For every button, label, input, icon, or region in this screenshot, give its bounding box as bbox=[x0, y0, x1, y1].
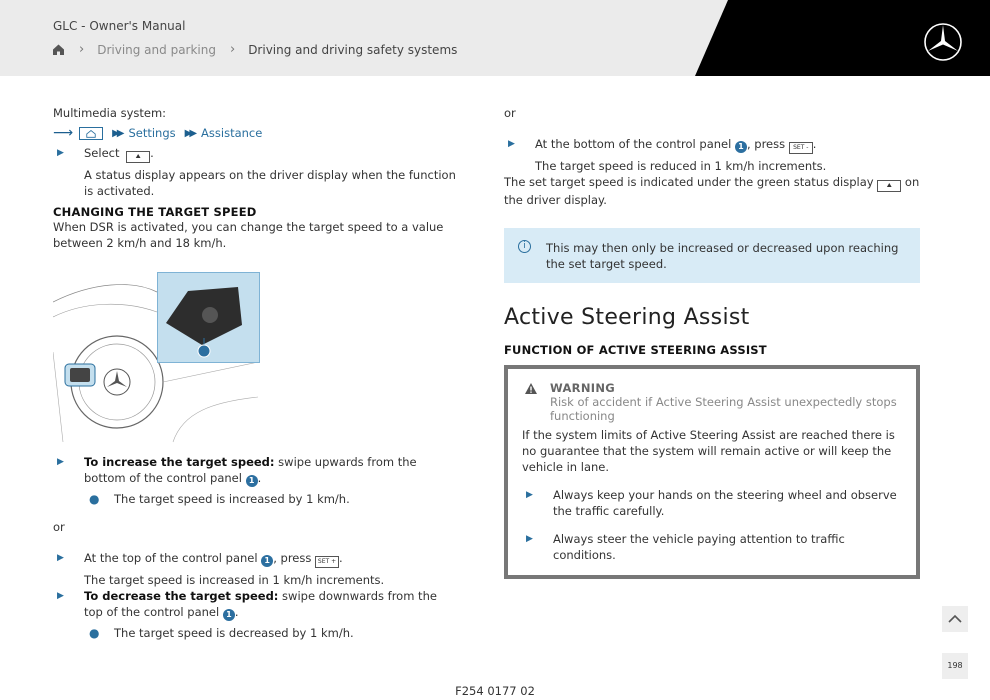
warning-title: WARNING bbox=[550, 381, 615, 395]
home-button-icon bbox=[79, 127, 103, 140]
increase-result-text: The target speed is increased by 1 km/h. bbox=[114, 492, 350, 506]
decrease-result-text: The target speed is decreased by 1 km/h. bbox=[114, 626, 354, 640]
or-separator: or bbox=[53, 520, 65, 534]
changing-heading: CHANGING THE TARGET SPEED bbox=[53, 205, 257, 219]
warning-item bbox=[522, 487, 902, 519]
bottom-press-step: ▶ At the bottom of the control panel 1 , press SET - . bbox=[504, 136, 924, 154]
indicated-text-a: The set target speed is indicated under the green status display bbox=[504, 175, 878, 189]
warning-box bbox=[504, 365, 920, 579]
warning-item-text: Always keep your hands on the steering wheel and observe the traffic carefully. bbox=[553, 488, 897, 518]
indicated-text bbox=[504, 174, 924, 208]
panel-number-badge: 1 bbox=[735, 141, 747, 153]
arrow-right-icon: ⟶ bbox=[53, 125, 74, 141]
increase-text: swipe upwards from the bottom of the control panel bbox=[84, 455, 417, 485]
top-text-b: , press bbox=[273, 551, 316, 565]
menu-path bbox=[53, 124, 458, 142]
bullet-triangle-icon: ▶ bbox=[57, 457, 64, 467]
control-panel-detail bbox=[157, 272, 260, 363]
select-step bbox=[53, 145, 458, 163]
home-icon[interactable] bbox=[52, 43, 65, 56]
chevron-up-icon bbox=[942, 606, 968, 632]
top-result: The target speed is increased in 1 km/h increments. bbox=[84, 573, 385, 587]
warning-header bbox=[522, 381, 902, 423]
double-chevron-icon: ▶▶ bbox=[112, 127, 122, 139]
warning-item-text: Always steer the vehicle paying attention to traffic conditions. bbox=[553, 532, 845, 562]
increase-result bbox=[53, 491, 458, 507]
top-press-step: ▶ At the top of the control panel 1 , press SET + . bbox=[53, 550, 458, 568]
info-text: This may then only be increased or decreased upon reaching the set target speed. bbox=[546, 241, 899, 271]
changing-text: When DSR is activated, you can change the target speed to a value between 2 km/h and 18 km/h. bbox=[53, 220, 444, 250]
bullet-triangle-icon: ▶ bbox=[526, 490, 533, 500]
bullet-triangle-icon: ▶ bbox=[526, 534, 533, 544]
decrease-result bbox=[53, 625, 458, 641]
warning-subtitle: Risk of accident if Active Steering Assist unexpectedly stops functioning bbox=[550, 395, 897, 423]
indicated-text-b: on the driver display. bbox=[504, 175, 920, 207]
right-column bbox=[504, 105, 924, 579]
menu-settings-link[interactable]: Settings bbox=[128, 126, 176, 140]
select-prefix: Select bbox=[84, 146, 120, 160]
page-number-button[interactable]: 198 bbox=[942, 653, 968, 679]
decrease-bold: To decrease the target speed: bbox=[84, 589, 279, 603]
chevron-right-icon: › bbox=[79, 42, 85, 57]
function-heading: FUNCTION OF ACTIVE STEERING ASSIST bbox=[504, 343, 767, 357]
bullet-dot: ● bbox=[89, 492, 100, 506]
decrease-step: ▶ To decrease the target speed: swipe downwards from the top of the control panel 1 . bbox=[57, 589, 437, 619]
bottom-text-b: , press bbox=[746, 137, 789, 151]
bullet-triangle-icon: ▶ bbox=[508, 139, 515, 149]
warning-body: If the system limits of Active Steering Assist are reached there is no guarantee that the system will remain active or will keep the vehicle in lane. bbox=[522, 428, 895, 474]
chevron-right-icon: › bbox=[229, 42, 236, 57]
panel-number-badge: 1 bbox=[261, 555, 273, 567]
scroll-to-top-button[interactable] bbox=[942, 606, 968, 632]
page-header bbox=[0, 0, 990, 76]
info-icon: i bbox=[518, 240, 531, 253]
set-minus-key: SET - bbox=[789, 142, 813, 154]
bottom-text-a: At the bottom of the control panel bbox=[535, 137, 735, 151]
mercedes-star-logo[interactable] bbox=[923, 22, 963, 62]
multimedia-label: Multimedia system: bbox=[53, 106, 167, 120]
set-plus-key: SET + bbox=[315, 556, 339, 568]
panel-number-badge: 1 bbox=[223, 609, 235, 621]
warning-triangle-icon bbox=[524, 382, 538, 395]
dsr-status-icon: ⛰ bbox=[877, 180, 901, 192]
or-separator: or bbox=[504, 106, 516, 120]
increase-step: ▶ To increase the target speed: swipe upwards from the bottom of the control panel 1 . bbox=[57, 455, 417, 485]
top-text-a: At the top of the control panel bbox=[84, 551, 262, 565]
bullet-dot: ● bbox=[89, 626, 100, 640]
panel-number-badge: 1 bbox=[246, 475, 258, 487]
info-note bbox=[504, 228, 920, 283]
steering-wheel-figure bbox=[53, 272, 261, 444]
left-column bbox=[53, 105, 458, 641]
decrease-text: swipe downwards from the top of the control panel bbox=[84, 589, 437, 619]
bullet-triangle-icon: ▶ bbox=[57, 553, 64, 563]
status-note: A status display appears on the driver display when the function is activated. bbox=[84, 168, 456, 198]
bottom-result: The target speed is reduced in 1 km/h increments. bbox=[535, 159, 827, 173]
menu-assistance-link[interactable]: Assistance bbox=[201, 126, 263, 140]
manual-title: GLC - Owner's Manual bbox=[53, 19, 186, 33]
bullet-triangle-icon: ▶ bbox=[57, 591, 64, 601]
breadcrumb-item-safety-systems[interactable]: Driving and driving safety systems bbox=[248, 42, 458, 57]
bullet-triangle-icon: ▶ bbox=[57, 148, 64, 158]
breadcrumb bbox=[52, 42, 457, 57]
select-suffix: . bbox=[150, 146, 154, 160]
warning-item bbox=[522, 531, 902, 563]
breadcrumb-item-driving-parking[interactable]: Driving and parking bbox=[97, 42, 216, 57]
figure-code: F254 0177 02 bbox=[455, 684, 535, 698]
section-title: Active Steering Assist bbox=[504, 305, 750, 330]
double-chevron-icon: ▶▶ bbox=[184, 127, 195, 139]
increase-bold: To increase the target speed: bbox=[84, 455, 275, 469]
dsr-function-icon: ⛰ bbox=[126, 151, 150, 163]
